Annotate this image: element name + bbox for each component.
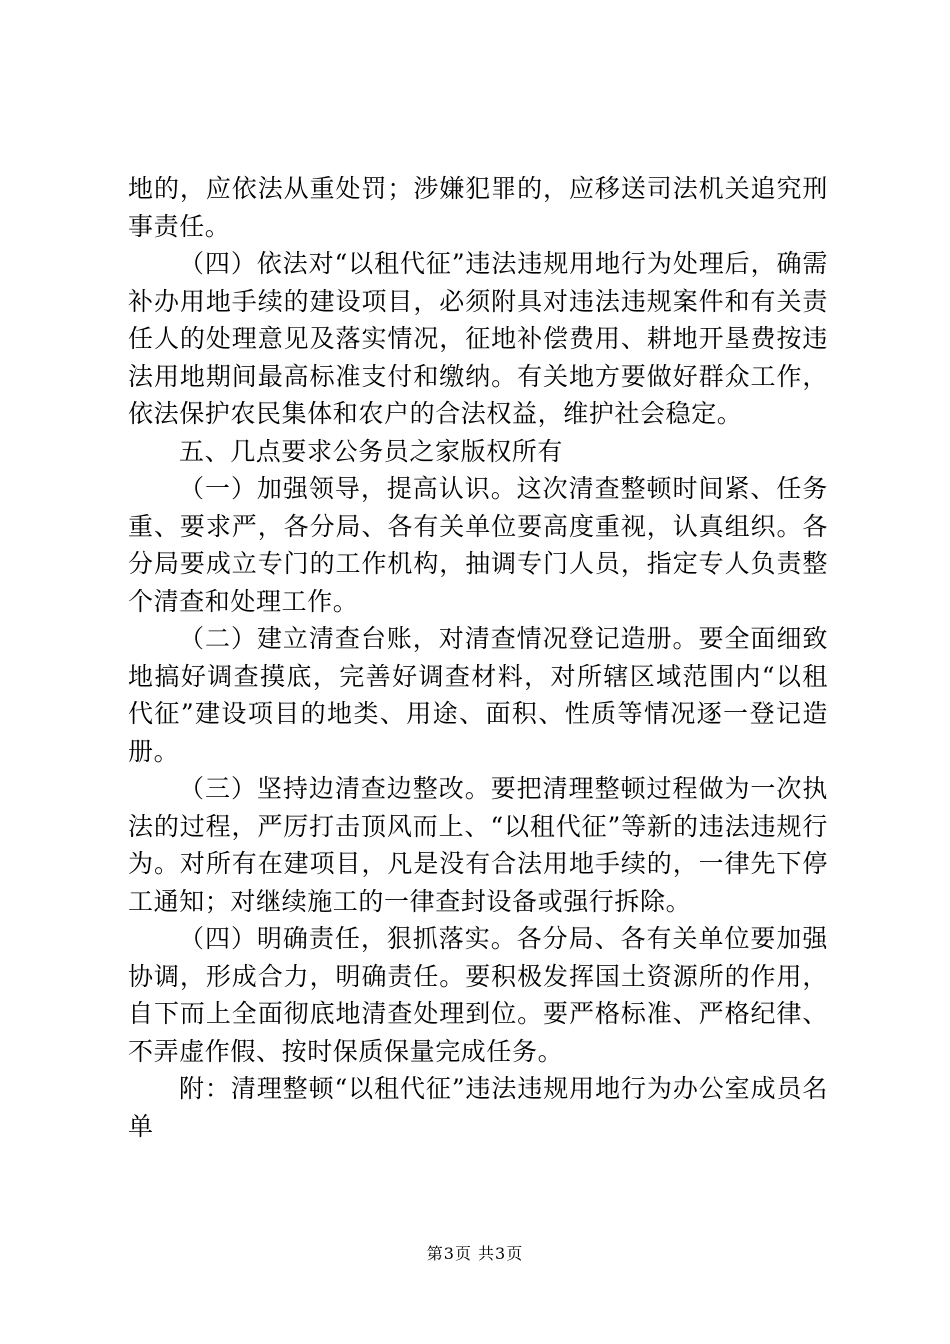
paragraph-item-3-rectification: （三）坚持边清查边整改。要把清理整顿过程做为一次执法的过程，严厉打击顶风而上、“以租代征”等新的违法违规行为。对所有在建项目，凡是没有合法用地手续的，一律先下停工通知；对继续施工的一律查封设备或强行拆除。	[128, 774, 828, 916]
paragraph-attachment: 附：清理整顿“以租代征”违法违规用地行为办公室成员名单	[128, 1074, 828, 1141]
page-number-footer: 第3页 共3页	[426, 1244, 524, 1263]
paragraph-item-1-leadership: （一）加强领导，提高认识。这次清查整顿时间紧、任务重、要求严，各分局、各有关单位要高度重视，认真组织。各分局要成立专门的工作机构，抽调专门人员，指定专人负责整个清查和处理工作。	[128, 474, 828, 616]
paragraph-item-4-responsibility: （四）明确责任，狠抓落实。各分局、各有关单位要加强协调，形成合力，明确责任。要积极发挥国土资源所的作用，自下而上全面彻底地清查处理到位。要严格标准、严格纪律、不弄虚作假、按时保质保量完成任务。	[128, 924, 828, 1066]
document-body	[128, 170, 828, 1145]
paragraph-item-2-ledger: （二）建立清查台账，对清查情况登记造册。要全面细致地搞好调查摸底，完善好调查材料，对所辖区域范围内“以租代征”建设项目的地类、用途、面积、性质等情况逐一登记造册。	[128, 624, 828, 766]
section-heading-requirements: 五、几点要求公务员之家版权所有	[179, 436, 564, 466]
paragraph-item-4-handling: （四）依法对“以租代征”违法违规用地行为处理后，确需补办用地手续的建设项目，必须附具对违法违规案件和有关责任人的处理意见及落实情况，征地补偿费用、耕地开垦费按违法用地期间最高标准支付和缴纳。有关地方要做好群众工作，依法保护农民集体和农户的合法权益，维护社会稳定。	[128, 249, 828, 428]
paragraph-continuation: 地的，应依法从重处罚；涉嫌犯罪的，应移送司法机关追究刑事责任。	[128, 174, 828, 241]
